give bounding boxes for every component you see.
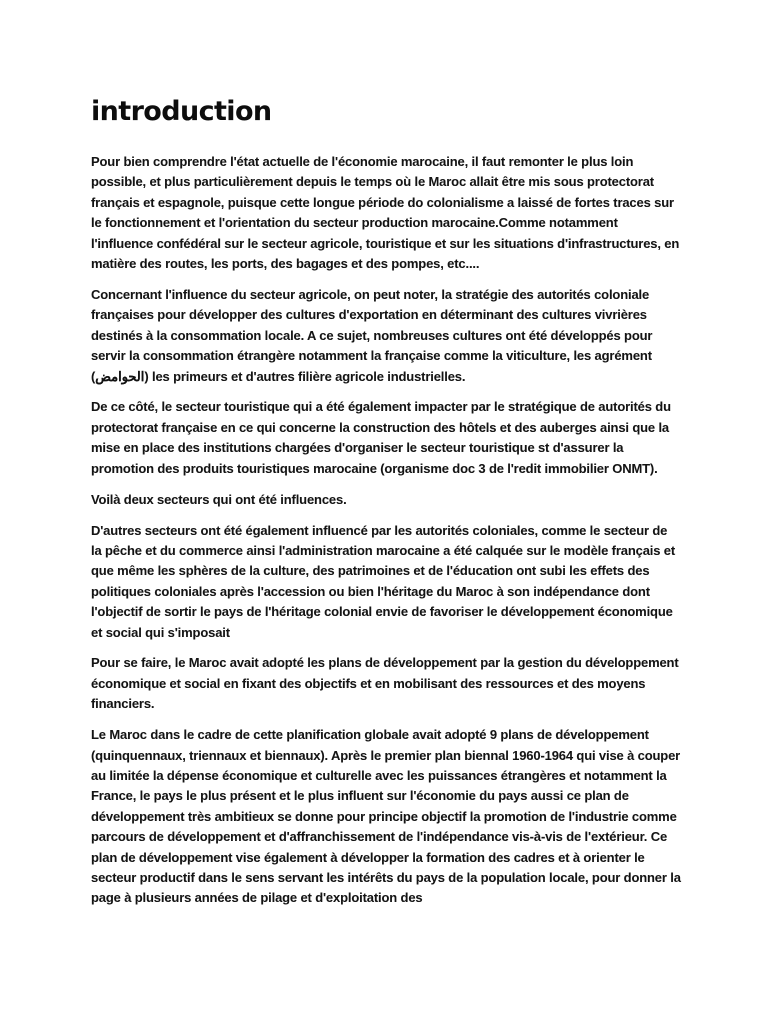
document-body (91, 94, 681, 919)
paragraph-development-plans: Pour se faire, le Maroc avait adopté les plans de développement par la gestion du développement économique et social en fixant des objectifs et en mobilisant des ressources et des moyens financiers. (91, 655, 679, 712)
paragraph-planning: Le Maroc dans le cadre de cette planification globale avait adopté 9 plans de développement (quinquennaux, triennaux et biennaux). Après le premier plan biennal 1960-1964 qui vise à couper au limitée la dépense économique et culturelle avec les puissances étrangères et notamment la France, le pays le plus présent et le plus influent sur l'économie du pays aussi ce plan de développement très ambitieux se donne pour principe objectif la promotion de l'industrie comme parcours de développement et d'affranchissement de l'indépendance vis-à-vis de l'extérieur. Ce plan de développement vise également à développer la formation des cadres et à orienter le secteur productif dans le sens servant les intérêts du pays de la population locale, pour donner la page à plusieurs années de pilage et d'exploitation des (91, 727, 681, 906)
paragraph-tourism: De ce côté, le secteur touristique qui a été également impacter par le stratégique de autorités du protectorat française en ce qui concerne la construction des hôtels et des auberges ainsi que la mise en place des institutions chargées d'organiser le secteur touristique st d'assurer la promotion des produits touristiques marocaine (organisme doc 3 de l'redit immobilier ONMT). (91, 399, 671, 476)
paragraph-agriculture: Concernant l'influence du secteur agricole, on peut noter, la stratégie des autorités coloniale françaises pour développer des cultures d'exportation en déterminant des cultures vivrières destinés à la consommation locale. A ce sujet, nombreuses cultures ont été développés pour servir la consommation étrangère notamment la française comme la viticulture, les agrément (الحوامض) les primeurs et d'autres filière agricole industrielles. (91, 286, 653, 384)
paragraph-other-sectors: D'autres secteurs ont été également influencé par les autorités coloniales, comme le secteur de la pêche et du commerce ainsi l'administration marocaine a été calquée sur le modèle français et que même les sphères de la culture, des patrimoines et de l'éducation ont subi les effets des politiques coloniales après l'accession ou bien l'héritage du Maroc à son indépendance dont l'objectif de sortir le pays de l'héritage colonial envie de favoriser le développement économique et social qui s'imposait (91, 522, 676, 640)
paragraph-economy-history: Pour bien comprendre l'état actuelle de l'économie marocaine, il faut remonter le plus loin possible, et plus particulièrement depuis le temps où le Maroc allait être mis sous protectorat français et espagnole, puisque cette longue période do colonialisme a laissé de fortes traces sur le fonctionnement et l'orientation du secteur production marocaine.Comme notamment l'influence confédéral sur le secteur agricole, touristique et sur les situations d'infrastructures, en matière des routes, les ports, des bagages et des pompes, etc.... (91, 154, 680, 272)
paragraph-two-sectors: Voilà deux secteurs qui ont été influences. (91, 491, 347, 507)
document-title: introduction (91, 96, 272, 127)
